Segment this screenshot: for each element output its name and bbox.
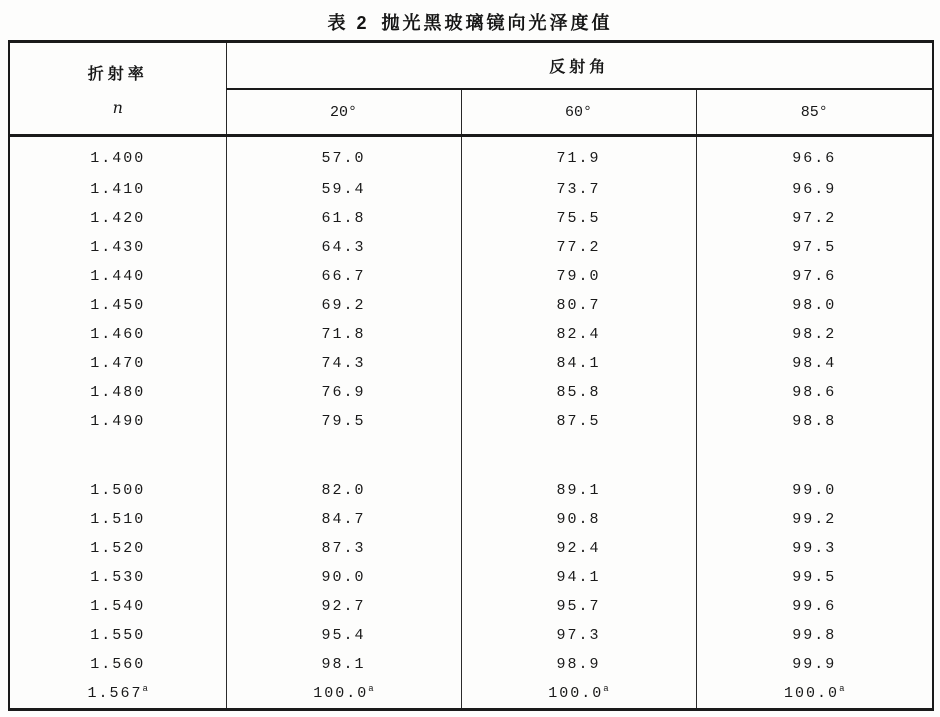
refractive-index-label: 折射率 (87, 65, 148, 83)
gloss-value-cell: 71.9 (461, 136, 696, 176)
angle-header: 60° (461, 89, 696, 136)
gloss-value-cell: 94.1 (461, 563, 696, 592)
table-row (9, 621, 933, 650)
table-row (9, 262, 933, 291)
refractive-index-cell: 1.420 (9, 204, 226, 233)
gloss-value-cell: 59.4 (226, 175, 461, 204)
footnote-marker: a (368, 684, 374, 694)
refractive-index-cell: 1.560 (9, 650, 226, 679)
table-title-text: 抛光黑玻璃镜向光泽度值 (381, 13, 613, 33)
refractive-index-cell: 1.490 (9, 407, 226, 436)
gloss-value-cell: 64.3 (226, 233, 461, 262)
footnote-marker: a (603, 684, 609, 694)
gloss-value-cell: 99.0 (792, 482, 837, 499)
gloss-value-cell: 98.2 (792, 326, 837, 343)
gloss-value-cell: 76.9 (226, 378, 461, 407)
refractive-index-cell: 1.410 (9, 175, 226, 204)
gloss-value-cell: 84.1 (461, 349, 696, 378)
gloss-value-cell: 57.0 (226, 136, 461, 176)
gloss-value-cell: 99.5 (792, 569, 837, 586)
gloss-value-cell: 90.0 (226, 563, 461, 592)
refractive-index-cell: 1.460 (9, 320, 226, 349)
gloss-value-cell: 66.7 (226, 262, 461, 291)
gloss-value-cell: 95.4 (226, 621, 461, 650)
table-row (9, 534, 933, 563)
gloss-value-cell: 97.2 (792, 210, 837, 227)
gloss-value-cell: 99.9 (792, 656, 837, 673)
gloss-value-cell: 98.1 (226, 650, 461, 679)
table-header (9, 42, 933, 136)
gloss-value-cell: 100.0$^a$ (784, 684, 845, 702)
gloss-value-cell: 100.0$^a$ (226, 679, 461, 710)
table-row (9, 650, 933, 679)
header-reflection-angle: 反射角 (226, 42, 933, 90)
table-row (9, 320, 933, 349)
table-row (9, 349, 933, 378)
gloss-value-cell: 82.0 (226, 476, 461, 505)
angle-header: 20° (226, 89, 461, 136)
header-row-group (9, 42, 933, 90)
gloss-value-cell: 73.7 (461, 175, 696, 204)
gloss-value-cell: 99.8 (792, 627, 837, 644)
table-row (9, 233, 933, 262)
table-row (9, 175, 933, 204)
footnote-marker: a (142, 684, 148, 694)
table-row (9, 505, 933, 534)
gloss-value-cell: 79.5 (226, 407, 461, 436)
header-refractive-index (9, 42, 226, 136)
table-body (9, 136, 933, 710)
table-number: 表 2 (327, 13, 370, 33)
gloss-value-cell: 90.8 (461, 505, 696, 534)
refractive-index-cell: 1.540 (9, 592, 226, 621)
gloss-value-cell: 100.0$^a$ (461, 679, 696, 710)
refractive-index-symbol: n (112, 97, 123, 117)
gloss-value-cell: 97.3 (461, 621, 696, 650)
gloss-value-cell: 96.6 (792, 149, 837, 167)
empty-cell (696, 436, 933, 476)
refractive-index-cell: 1.400 (9, 136, 226, 176)
gloss-value-cell: 97.6 (792, 268, 837, 285)
gloss-value-cell: 77.2 (461, 233, 696, 262)
gloss-value-cell: 95.7 (461, 592, 696, 621)
gloss-value-cell: 71.8 (226, 320, 461, 349)
gloss-value-cell: 84.7 (226, 505, 461, 534)
empty-cell (9, 436, 226, 476)
table-row (9, 476, 933, 505)
gloss-value-cell: 61.8 (226, 204, 461, 233)
gloss-value-cell: 79.0 (461, 262, 696, 291)
refractive-index-cell: 1.500 (9, 476, 226, 505)
table-row (9, 204, 933, 233)
refractive-index-cell: 1.530 (9, 563, 226, 592)
gloss-value-cell: 87.3 (226, 534, 461, 563)
refractive-index-cell: 1.550 (9, 621, 226, 650)
gloss-value-cell: 98.8 (792, 413, 837, 430)
empty-cell (461, 436, 696, 476)
table-row (9, 378, 933, 407)
table-row (9, 563, 933, 592)
gloss-value-cell: 97.5 (792, 239, 837, 256)
refractive-index-cell: 1.470 (9, 349, 226, 378)
spacer-row (9, 436, 933, 476)
footnote-marker: a (839, 684, 845, 694)
gloss-value-cell: 99.3 (792, 540, 837, 557)
gloss-value-cell: 98.6 (792, 384, 837, 401)
gloss-value-cell: 80.7 (461, 291, 696, 320)
table-row (9, 592, 933, 621)
refractive-index-cell: 1.440 (9, 262, 226, 291)
refractive-index-cell: 1.480 (9, 378, 226, 407)
table-row (9, 679, 933, 710)
gloss-value-cell: 98.0 (792, 297, 837, 314)
gloss-value-cell: 99.6 (792, 598, 837, 615)
refractive-index-cell: 1.450 (9, 291, 226, 320)
empty-cell (226, 436, 461, 476)
refractive-index-cell: 1.520 (9, 534, 226, 563)
gloss-value-cell: 98.9 (461, 650, 696, 679)
gloss-table (8, 40, 934, 711)
gloss-value-cell: 89.1 (461, 476, 696, 505)
refractive-index-cell: 1.510 (9, 505, 226, 534)
angle-header: 85° (800, 103, 828, 121)
gloss-value-cell: 82.4 (461, 320, 696, 349)
refractive-index-cell: 1.567$^a$ (9, 679, 226, 710)
gloss-value-cell: 98.4 (792, 355, 837, 372)
refractive-index-cell: 1.430 (9, 233, 226, 262)
gloss-value-cell: 92.7 (226, 592, 461, 621)
gloss-value-cell: 92.4 (461, 534, 696, 563)
gloss-value-cell: 74.3 (226, 349, 461, 378)
gloss-value-cell: 99.2 (792, 511, 837, 528)
gloss-value-cell: 87.5 (461, 407, 696, 436)
table-row (9, 407, 933, 436)
gloss-value-cell: 69.2 (226, 291, 461, 320)
table-row (9, 136, 933, 176)
gloss-value-cell: 75.5 (461, 204, 696, 233)
gloss-value-cell: 85.8 (461, 378, 696, 407)
table-row (9, 291, 933, 320)
table-title (0, 0, 940, 35)
gloss-value-cell: 96.9 (792, 181, 837, 198)
